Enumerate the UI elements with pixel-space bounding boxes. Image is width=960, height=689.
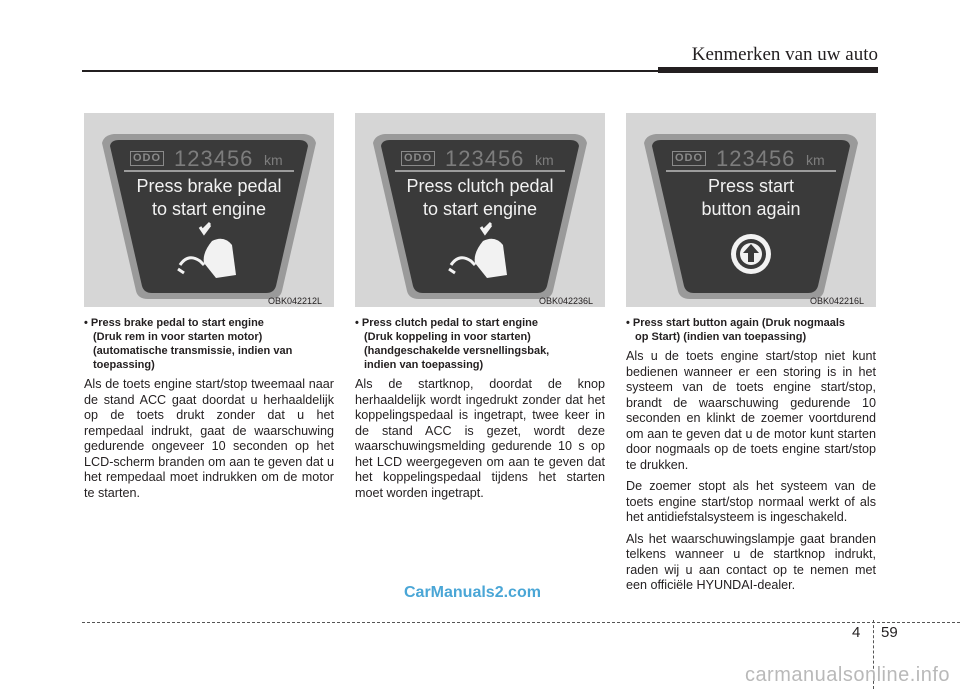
bullet-heading bbox=[626, 316, 876, 344]
chapter-number: 4 bbox=[852, 624, 861, 641]
cluster-image-brake bbox=[84, 113, 334, 307]
body-paragraph: Als de toets engine start/stop tweemaal naar de stand ACC gaat doordat u herhaaldelijk op de toets drukt zonder dat u het rempedaal indrukt, gaat de waarschuwing gedurende ongeveer 10 seconden op het LCD-scherm branden om aan te geven dat u het rempedaal moet indrukken om de motor te starten. bbox=[84, 377, 334, 500]
foot-pedal-icon bbox=[84, 113, 334, 307]
image-code: OBK042216L bbox=[810, 296, 865, 306]
text-column-clutch bbox=[355, 316, 605, 507]
cluster-message-line1: Press brake pedal bbox=[136, 176, 282, 196]
text-column-start bbox=[626, 316, 876, 600]
cluster-image-clutch bbox=[355, 113, 605, 307]
odo-unit: km bbox=[264, 152, 283, 168]
odo-unit: km bbox=[806, 152, 825, 168]
cluster-message-line2: to start engine bbox=[151, 199, 267, 219]
bullet-line: (Druk koppeling in voor starten) bbox=[364, 331, 531, 343]
page-number: 59 bbox=[881, 624, 898, 641]
image-code: OBK042212L bbox=[268, 296, 323, 306]
bullet-line: op Start) (indien van toepassing) bbox=[635, 331, 807, 343]
cluster-image-start bbox=[626, 113, 876, 307]
cluster-message-line2: button again bbox=[701, 199, 801, 219]
bullet-line: (Druk rem in voor starten motor) bbox=[93, 331, 263, 343]
watermark-site: carmanualsonline.info bbox=[744, 664, 950, 686]
footer-rule bbox=[82, 622, 960, 623]
odo-label: ODO bbox=[401, 151, 435, 166]
bullet-line: indien van toepassing) bbox=[364, 359, 484, 371]
cluster-message-line2: to start engine bbox=[422, 199, 538, 219]
image-code: OBK042236L bbox=[539, 296, 594, 306]
bullet-line: (handgeschakelde versnellingsbak, bbox=[364, 345, 550, 357]
header-rule-accent bbox=[658, 67, 878, 73]
foot-pedal-icon bbox=[355, 113, 605, 307]
cluster-message-line1: Press start bbox=[707, 176, 795, 196]
odo-label: ODO bbox=[672, 151, 706, 166]
body-paragraph: Als de startknop, doordat de knop herhaaldelijk wordt ingedrukt zonder dat het koppelingspedaal is ingetrapt, twee keer in de stand ACC is gezet, wordt deze waarschuwingsmelding gedurende 10 s op het LCD weergegeven om aan te geven dat het koppelingspedaal tijdens het starten moet worden ingetrapt. bbox=[355, 377, 605, 500]
bullet-line: (automatische transmissie, indien van bbox=[93, 345, 293, 357]
bullet-line: • Press clutch pedal to start engine bbox=[355, 317, 538, 329]
bullet-line: toepassing) bbox=[93, 359, 155, 371]
odo-unit: km bbox=[535, 152, 554, 168]
watermark-link[interactable]: CarManuals2.com bbox=[404, 584, 541, 601]
odo-value: 123456 bbox=[174, 146, 254, 171]
bullet-line: • Press start button again (Druk nogmaals bbox=[626, 317, 846, 329]
body-paragraph: Als u de toets engine start/stop niet kunt bedienen wanneer er een storing is in het systeem van de toets engine start/stop, brandt de waarschuwing gedurende 10 seconden en klinkt de zoemer voortdurend om aan te geven dat u de motor kunt starten door nogmaals op de toets engine start/stop te drukken. bbox=[626, 349, 876, 472]
page-header-title: Kenmerken van uw auto bbox=[691, 44, 878, 65]
body-paragraph: Als het waarschuwingslampje gaat branden telkens wanneer u de startknop indrukt, raden wij u aan contact op te nemen met een officiële HYUNDAI-dealer. bbox=[626, 531, 876, 592]
odo-label: ODO bbox=[130, 151, 164, 166]
start-button-icon bbox=[626, 113, 876, 307]
odo-value: 123456 bbox=[716, 146, 796, 171]
body-paragraph: De zoemer stopt als het systeem van de toets engine start/stop normaal werkt of als het antidiefstalsysteem is ingeschakeld. bbox=[626, 479, 876, 524]
cluster-message-line1: Press clutch pedal bbox=[406, 176, 554, 196]
text-column-brake bbox=[84, 316, 334, 507]
bullet-line: • Press brake pedal to start engine bbox=[84, 317, 264, 329]
bullet-heading bbox=[84, 316, 334, 372]
bullet-heading bbox=[355, 316, 605, 372]
odo-value: 123456 bbox=[445, 146, 525, 171]
